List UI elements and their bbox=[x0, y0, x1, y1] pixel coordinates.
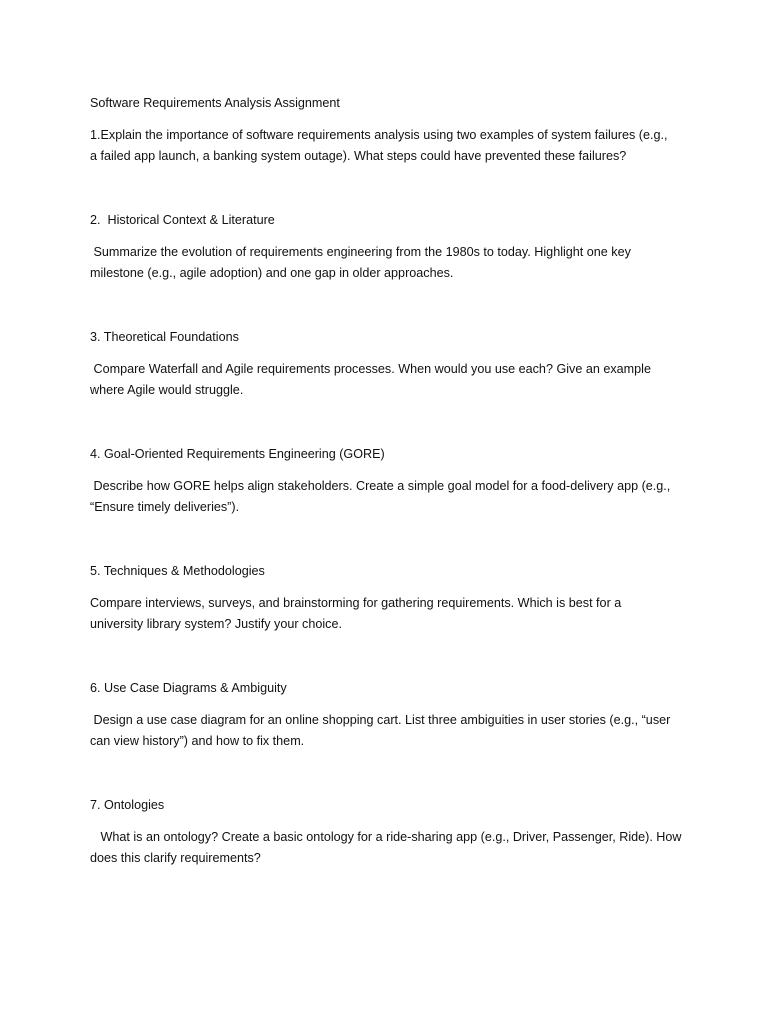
question-6 bbox=[90, 678, 690, 752]
question-2-line-1: Summarize the evolution of requirements engineering from the 1980s to today. Highlight one key bbox=[90, 245, 631, 259]
question-3-line-2: where Agile would struggle. bbox=[90, 383, 244, 397]
question-7-line-2: does this clarify requirements? bbox=[90, 851, 261, 865]
document-content bbox=[90, 93, 690, 869]
question-1-line-2: a failed app launch, a banking system outage). What steps could have prevented these failures? bbox=[90, 149, 627, 163]
question-6-line-2: can view history”) and how to fix them. bbox=[90, 734, 305, 748]
question-3-line-1: Compare Waterfall and Agile requirements processes. When would you use each? Give an example bbox=[90, 362, 651, 376]
spacer bbox=[90, 284, 690, 327]
question-1 bbox=[90, 125, 690, 167]
spacer bbox=[90, 752, 690, 795]
question-4-line-2: “Ensure timely deliveries”). bbox=[90, 500, 240, 514]
spacer bbox=[90, 518, 690, 561]
question-4-heading: 4. Goal-Oriented Requirements Engineering (GORE) bbox=[90, 447, 385, 461]
spacer bbox=[90, 401, 690, 444]
question-5-line-2: university library system? Justify your choice. bbox=[90, 617, 342, 631]
question-4-line-1: Describe how GORE helps align stakeholders. Create a simple goal model for a food-delivery app (e.g., bbox=[90, 479, 671, 493]
question-4 bbox=[90, 444, 690, 518]
spacer bbox=[90, 635, 690, 678]
question-3-heading: 3. Theoretical Foundations bbox=[90, 330, 239, 344]
question-2 bbox=[90, 210, 690, 284]
question-1-line-1: 1.Explain the importance of software requirements analysis using two examples of system failures (e.g., bbox=[90, 128, 668, 142]
question-7-line-1: What is an ontology? Create a basic ontology for a ride-sharing app (e.g., Driver, Passenger, Ride). How bbox=[90, 830, 682, 844]
question-5-line-1: Compare interviews, surveys, and brainstorming for gathering requirements. Which is best for a bbox=[90, 596, 622, 610]
question-2-heading: 2. Historical Context & Literature bbox=[90, 213, 275, 227]
question-6-heading: 6. Use Case Diagrams & Ambiguity bbox=[90, 681, 287, 695]
question-3 bbox=[90, 327, 690, 401]
document-title: Software Requirements Analysis Assignment bbox=[90, 96, 340, 110]
spacer bbox=[90, 167, 690, 210]
question-7 bbox=[90, 795, 690, 869]
question-7-heading: 7. Ontologies bbox=[90, 798, 165, 812]
question-5 bbox=[90, 561, 690, 635]
question-2-line-2: milestone (e.g., agile adoption) and one gap in older approaches. bbox=[90, 266, 454, 280]
question-5-heading: 5. Techniques & Methodologies bbox=[90, 564, 265, 578]
question-6-line-1: Design a use case diagram for an online shopping cart. List three ambiguities in user stories (e.g., “user bbox=[90, 713, 671, 727]
